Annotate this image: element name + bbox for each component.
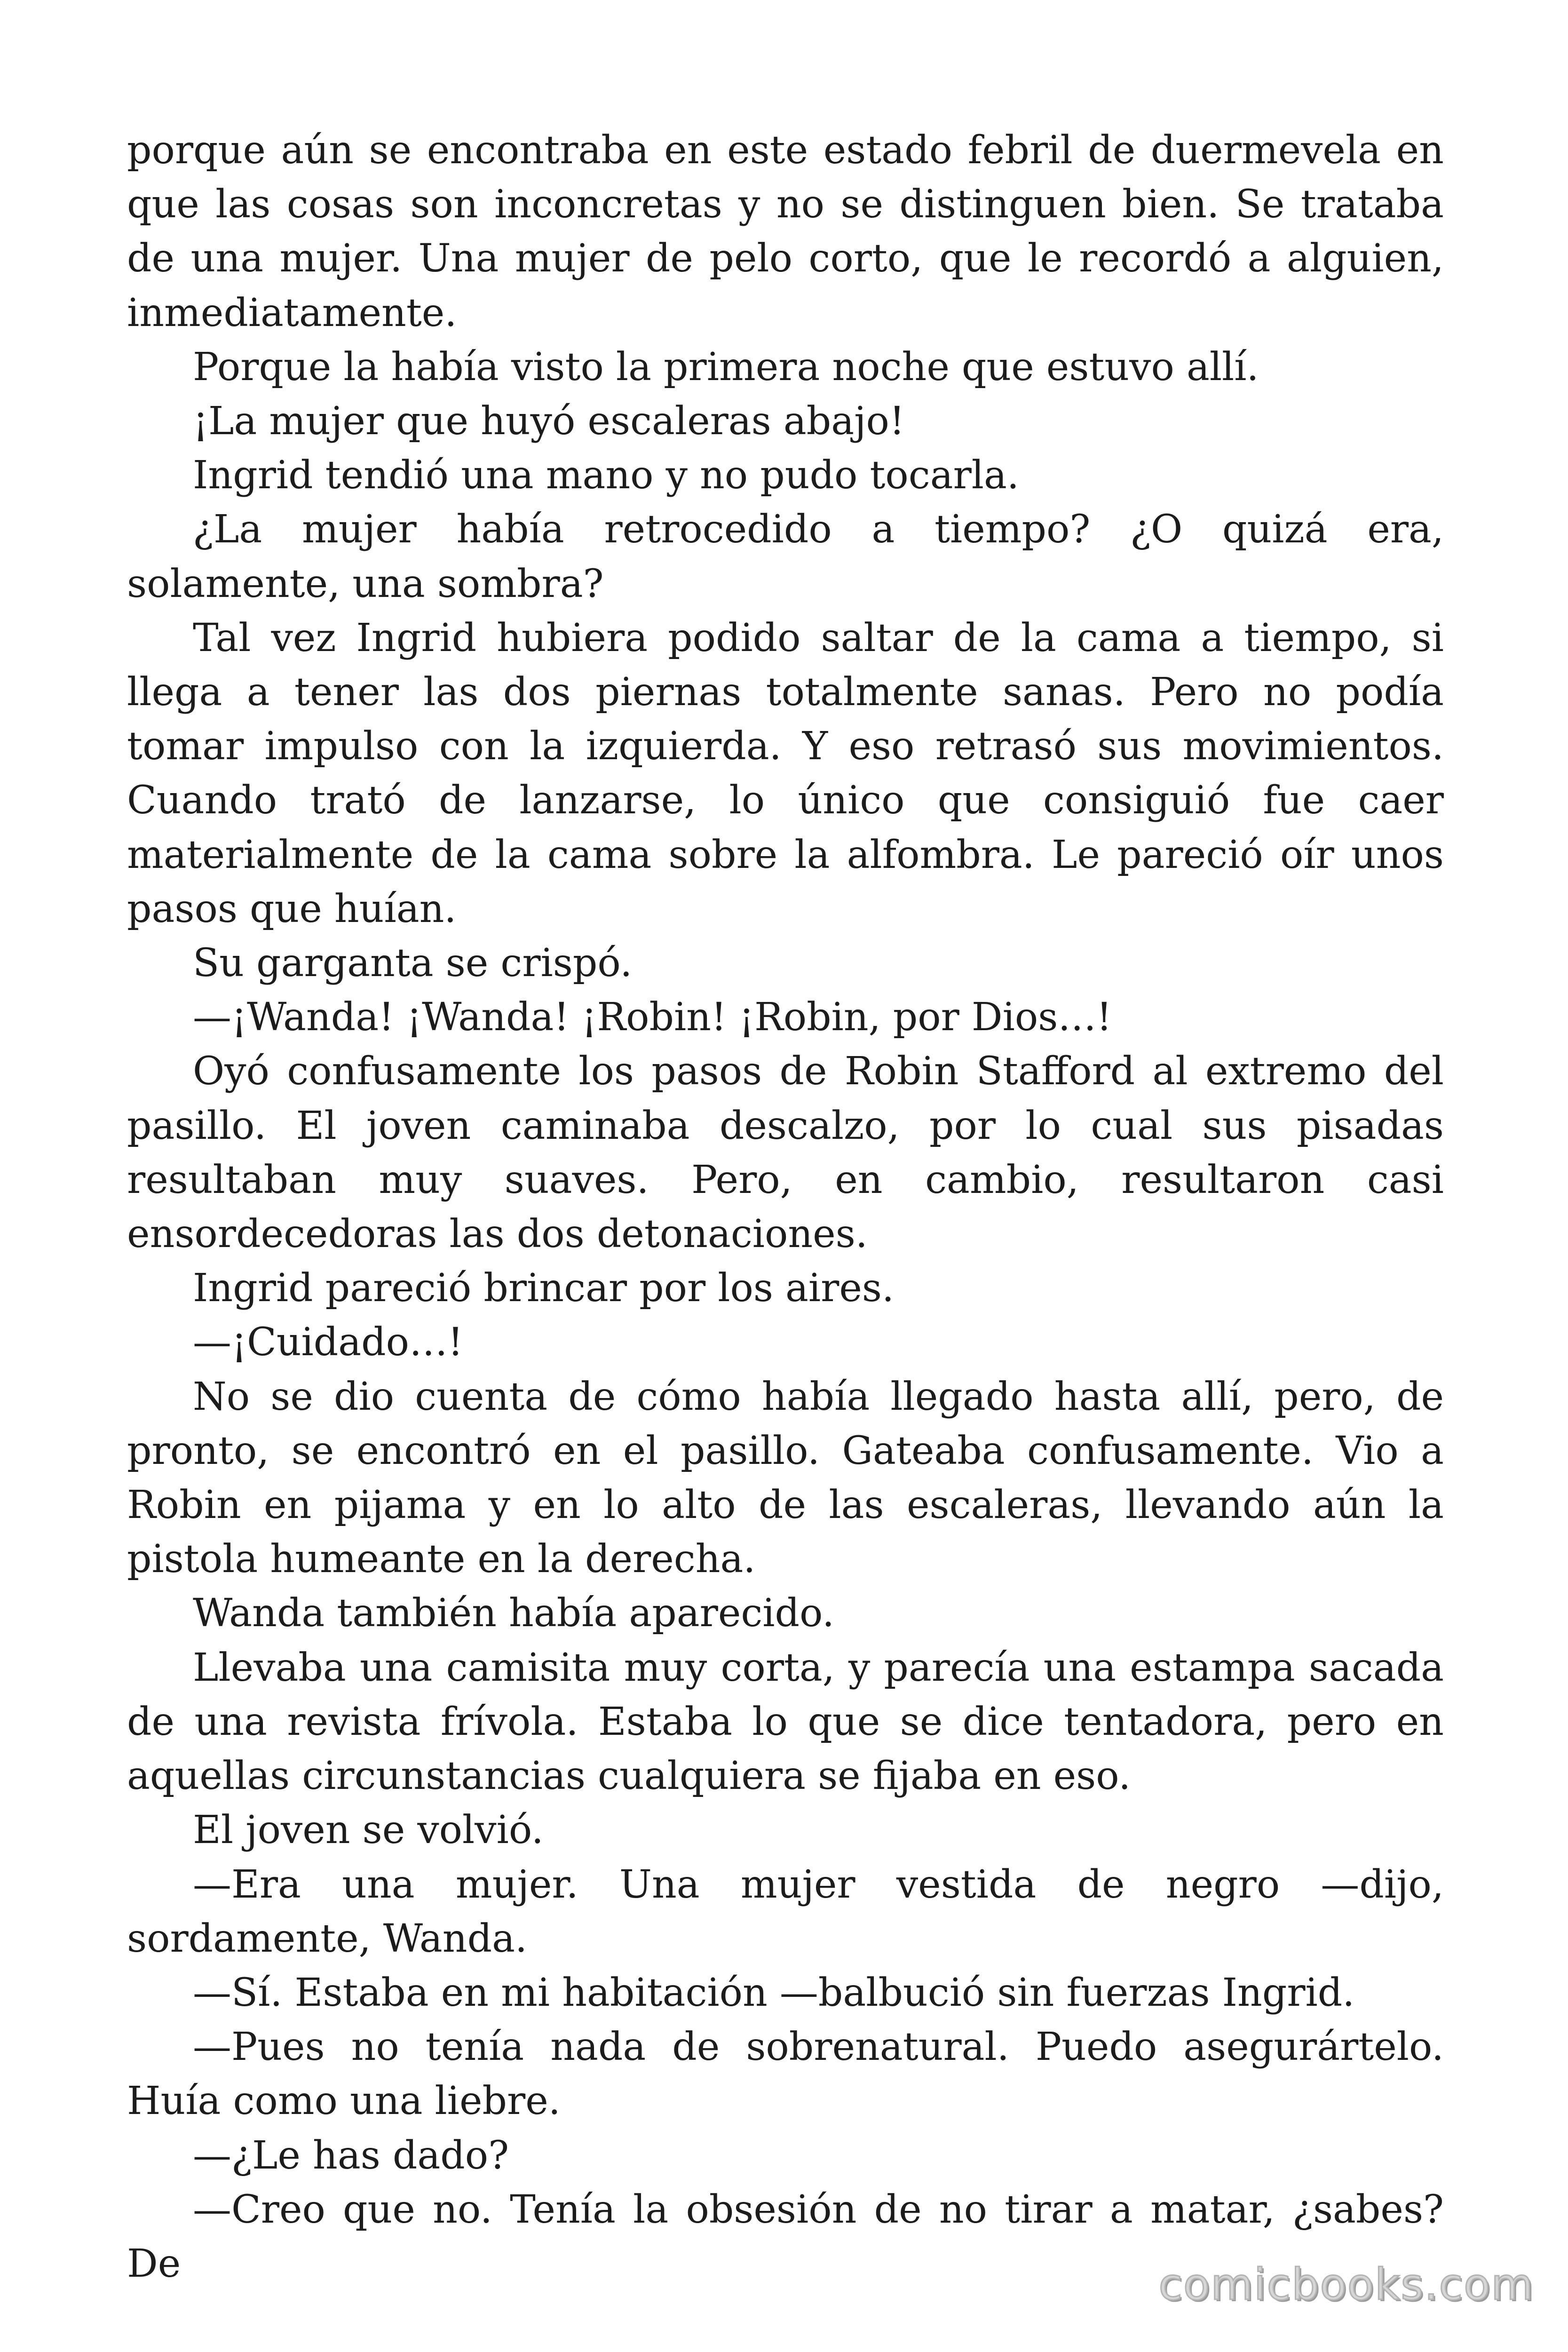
paragraph: —Era una mujer. Una mujer vestida de negro —dijo, sordamente, Wanda. bbox=[127, 1862, 1444, 1961]
paragraph: —Pues no tenía nada de sobrenatural. Puedo asegurártelo. Huía como una liebre. bbox=[127, 2025, 1444, 2124]
paragraph: —¿Le has dado? bbox=[193, 2133, 509, 2178]
paragraph: —¡Cuidado…! bbox=[193, 1320, 463, 1365]
paragraph: Oyó confusamente los pasos de Robin Stafford al extremo del pasillo. El joven caminaba descalzo, por lo cual sus pisadas resultaban muy suaves. Pero, en cambio, resultaron casi ensordecedoras las dos detonaciones. bbox=[127, 1049, 1444, 1257]
paragraph: Porque la había visto la primera noche que estuvo allí. bbox=[193, 344, 1259, 389]
paragraph: porque aún se encontraba en este estado febril de duermevela en que las cosas son inconcretas y no se distinguen bien. Se trataba de una mujer. Una mujer de pelo corto, que le recordó a alguien, inmediatamente. bbox=[127, 128, 1444, 335]
paragraph: ¿La mujer había retrocedido a tiempo? ¿O quizá era, solamente, una sombra? bbox=[127, 507, 1444, 606]
paragraph: Ingrid pareció brincar por los aires. bbox=[193, 1266, 895, 1311]
paragraph: ¡La mujer que huyó escaleras abajo! bbox=[193, 399, 905, 444]
paragraph: —Sí. Estaba en mi habitación —balbució sin fuerzas Ingrid. bbox=[193, 1970, 1355, 2015]
paragraph: Llevaba una camisita muy corta, y parecía una estampa sacada de una revista frívola. Estaba lo que se dice tentadora, pero en aquellas circunstancias cualquiera se fijaba en eso. bbox=[127, 1645, 1444, 1799]
paragraph: Tal vez Ingrid hubiera podido saltar de la cama a tiempo, si llega a tener las dos piernas totalmente sanas. Pero no podía tomar impulso con la izquierda. Y eso retrasó sus movimientos. Cuando trató de lanzarse, lo único que consiguió fue caer materialmente de la cama sobre la alfombra. Le pareció oír unos pasos que huían. bbox=[127, 615, 1444, 931]
paragraph: —Creo que no. Tenía la obsesión de no tirar a matar, ¿sabes? De bbox=[127, 2187, 1444, 2286]
paragraph: Wanda también había aparecido. bbox=[193, 1591, 835, 1636]
paragraph: —¡Wanda! ¡Wanda! ¡Robin! ¡Robin, por Dios…! bbox=[193, 995, 1112, 1040]
body-text bbox=[127, 123, 1444, 2291]
paragraph: No se dio cuenta de cómo había llegado hasta allí, pero, de pronto, se encontró en el pasillo. Gateaba confusamente. Vio a Robin en pijama y en lo alto de las escaleras, llevando aún la pistola humeante en la derecha. bbox=[127, 1374, 1444, 1582]
watermark: comicbooks.com bbox=[1158, 2259, 1534, 2310]
paragraph: Ingrid tendió una mano y no pudo tocarla. bbox=[193, 453, 1019, 498]
paragraph: Su garganta se crispó. bbox=[193, 941, 633, 986]
paragraph: El joven se volvió. bbox=[193, 1808, 544, 1853]
